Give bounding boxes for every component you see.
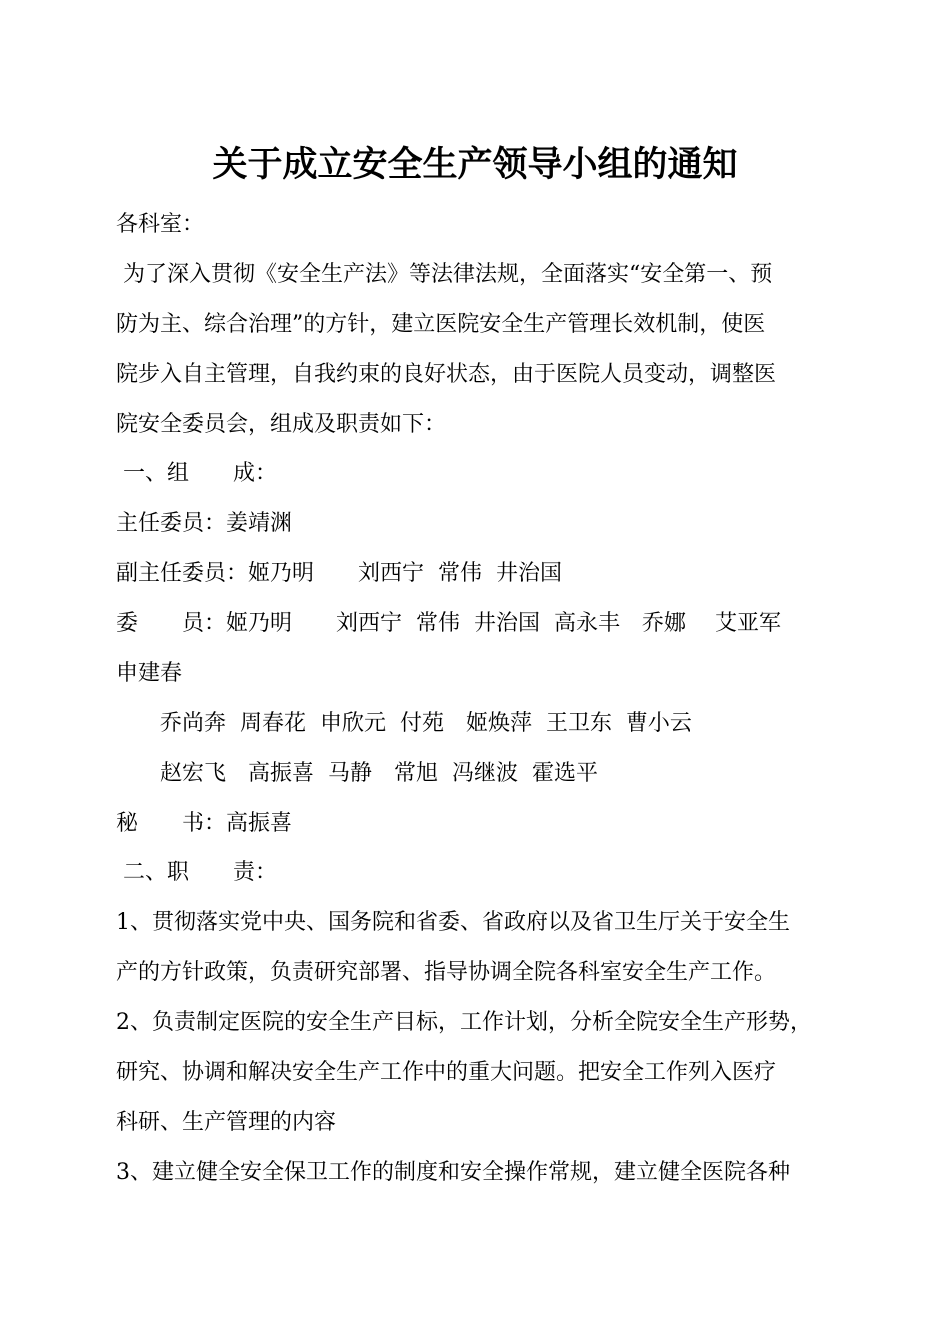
duty-line-5: 科研、生产管理的内容 (116, 1110, 337, 1135)
document-title: 关于成立安全生产领导小组的通知 (212, 144, 738, 185)
secretary-line: 秘 书：高振喜 (116, 811, 293, 836)
salutation: 各科室： (116, 212, 205, 237)
intro-line-2: 防为主、综合治理”的方针，建立医院安全生产管理长效机制，使医 (116, 312, 766, 337)
director-line: 主任委员：姜靖渊 (116, 511, 293, 536)
duty-line-3: 2、负责制定医院的安全生产目标，工作计划，分析全院安全生产形势， (116, 1010, 812, 1035)
section-heading-composition: 一、组 成： (116, 461, 277, 486)
duty-line-6: 3、建立健全安全保卫工作的制度和安全操作常规，建立健全医院各种 (116, 1160, 790, 1185)
members-line-2: 申建春 (116, 661, 183, 686)
duty-line-1: 1、贯彻落实党中央、国务院和省委、省政府以及省卫生厅关于安全生 (116, 910, 790, 935)
section-heading-duties: 二、职 责： (116, 860, 277, 885)
members-line-3: 乔尚奔 周春花 申欣元 付苑 姬焕萍 王卫东 曹小云 (116, 711, 692, 736)
duty-line-2: 产的方针政策，负责研究部署、指导协调全院各科室安全生产工作。 (116, 960, 777, 985)
intro-line-4: 院安全委员会，组成及职责如下： (116, 412, 447, 437)
deputy-director-line: 副主任委员：姬乃明 刘西宁 常伟 井治国 (116, 561, 562, 586)
members-line-4: 赵宏飞 高振喜 马静 常旭 冯继波 霍选平 (116, 761, 598, 786)
duty-line-4: 研究、协调和解决安全生产工作中的重大问题。把安全工作列入医疗 (116, 1060, 777, 1085)
members-line-1: 委 员：姬乃明 刘西宁 常伟 井治国 高永丰 乔娜 艾亚军 (116, 611, 781, 636)
intro-line-3: 院步入自主管理，自我约束的良好状态，由于医院人员变动，调整医 (116, 362, 777, 387)
intro-line-1: 为了深入贯彻《安全生产法》等法律法规，全面落实“安全第一、预 (116, 262, 773, 287)
